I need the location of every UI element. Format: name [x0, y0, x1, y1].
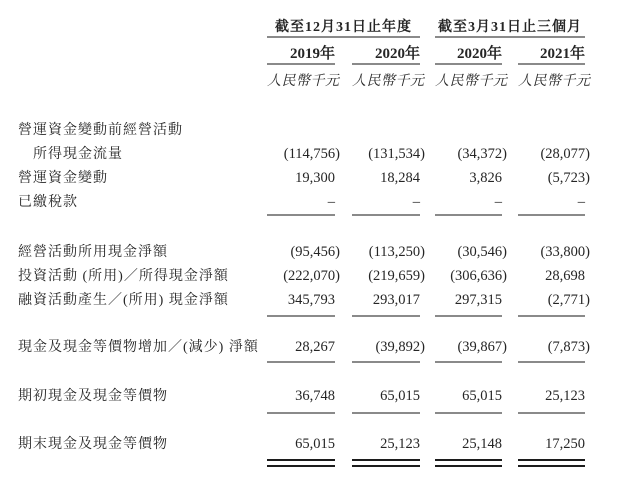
- table-row: [18, 166, 617, 190]
- value-cell: 65,015: [380, 387, 420, 404]
- value-cell: –: [327, 193, 335, 210]
- row-label: 營運資金變動: [18, 170, 108, 186]
- value-cell: 65,015: [295, 435, 335, 452]
- value-cell: (30,546): [457, 243, 507, 260]
- table-row: [18, 264, 617, 288]
- column-rule: [267, 63, 335, 65]
- column-rule: [435, 63, 502, 65]
- value-cell: (306,636): [450, 267, 507, 284]
- value-cell: 19,300: [295, 169, 335, 186]
- year-rule-row: [18, 63, 617, 65]
- period-group-title-annual: 截至12月31日止年度: [275, 20, 412, 35]
- value-cell: (28,077): [540, 145, 590, 162]
- value-cell: 293,017: [372, 291, 420, 308]
- row-label: 現金及現金等價物增加／(減少) 淨額: [18, 339, 259, 355]
- value-cell: (131,534): [368, 145, 425, 162]
- table-row: [18, 432, 617, 456]
- column-rule: [352, 214, 420, 216]
- double-rule: [267, 459, 335, 467]
- value-cell: 345,793: [287, 291, 335, 308]
- value-cell: 297,315: [454, 291, 502, 308]
- column-rule: [435, 214, 502, 216]
- value-cell: (219,659): [368, 267, 425, 284]
- column-rule: [352, 63, 420, 65]
- value-cell: –: [494, 193, 502, 210]
- value-cell: (113,250): [368, 243, 425, 260]
- column-rule: [518, 63, 585, 65]
- column-rule: [435, 412, 502, 414]
- group-rule: [435, 36, 585, 38]
- column-rule: [267, 315, 335, 317]
- value-cell: (33,800): [540, 243, 590, 260]
- column-rule: [435, 315, 502, 317]
- section-rule-row: [18, 315, 617, 317]
- section-rule-row: [18, 214, 617, 216]
- value-cell: 28,267: [295, 338, 335, 355]
- value-cell: (34,372): [457, 145, 507, 162]
- value-cell: (95,456): [290, 243, 340, 260]
- column-rule: [352, 315, 420, 317]
- double-rule: [435, 459, 502, 467]
- year-column-header: 2021年: [539, 45, 585, 62]
- value-cell: –: [412, 193, 420, 210]
- column-rule: [518, 361, 585, 363]
- value-cell: (5,723): [547, 169, 590, 186]
- unit-label: 人民幣千元: [518, 74, 591, 89]
- row-label: 投資活動 (所用)／所得現金淨額: [18, 268, 229, 284]
- column-rule: [352, 361, 420, 363]
- year-header-row: [18, 44, 617, 60]
- value-cell: 36,748: [295, 387, 335, 404]
- column-rule: [518, 315, 585, 317]
- period-group-title-quarter: 截至3月31日止三個月: [438, 20, 582, 35]
- value-cell: 3,826: [469, 169, 502, 186]
- year-column-header: 2019年: [289, 45, 335, 62]
- column-rule: [267, 361, 335, 363]
- value-cell: –: [577, 193, 585, 210]
- total-double-rule-row: [18, 459, 617, 467]
- double-rule: [518, 459, 585, 467]
- unit-label: 人民幣千元: [435, 74, 508, 89]
- value-cell: 18,284: [380, 169, 420, 186]
- year-column-header: 2020年: [456, 45, 502, 62]
- table-row: [18, 288, 617, 312]
- column-rule: [352, 412, 420, 414]
- period-group-rule-row: [18, 36, 617, 38]
- row-label: 經營活動所用現金淨額: [18, 244, 168, 260]
- value-cell: 25,123: [545, 387, 585, 404]
- unit-row: [18, 72, 617, 88]
- column-rule: [518, 214, 585, 216]
- row-label: 融資活動產生／(所用) 現金淨額: [18, 292, 229, 308]
- year-column-header: 2020年: [374, 45, 420, 62]
- column-rule: [435, 361, 502, 363]
- value-cell: 28,698: [545, 267, 585, 284]
- row-label: 期末現金及現金等價物: [18, 436, 168, 452]
- table-row: [18, 240, 617, 264]
- period-group-header-row: [18, 16, 617, 36]
- section-rule-row: [18, 412, 617, 414]
- row-label: 期初現金及現金等價物: [18, 388, 168, 404]
- table-row: [18, 118, 617, 142]
- double-rule: [352, 459, 420, 467]
- column-rule: [267, 214, 335, 216]
- table-row: [18, 142, 617, 166]
- unit-label: 人民幣千元: [352, 74, 425, 89]
- row-label: 所得現金流量: [33, 146, 123, 162]
- unit-label: 人民幣千元: [267, 74, 340, 89]
- value-cell: (7,873): [547, 338, 590, 355]
- value-cell: 25,148: [462, 435, 502, 452]
- value-cell: (222,070): [283, 267, 340, 284]
- column-rule: [267, 412, 335, 414]
- group-rule: [267, 36, 420, 38]
- table-row: [18, 335, 617, 359]
- table-row: [18, 384, 617, 408]
- value-cell: (114,756): [283, 145, 340, 162]
- section-rule-row: [18, 361, 617, 363]
- column-rule: [518, 412, 585, 414]
- table-row: [18, 190, 617, 214]
- row-label: 已繳稅款: [18, 194, 78, 210]
- value-cell: 25,123: [380, 435, 420, 452]
- value-cell: 17,250: [545, 435, 585, 452]
- value-cell: 65,015: [462, 387, 502, 404]
- value-cell: (39,892): [375, 338, 425, 355]
- row-label: 營運資金變動前經營活動: [18, 122, 183, 138]
- value-cell: (39,867): [457, 338, 507, 355]
- value-cell: (2,771): [547, 291, 590, 308]
